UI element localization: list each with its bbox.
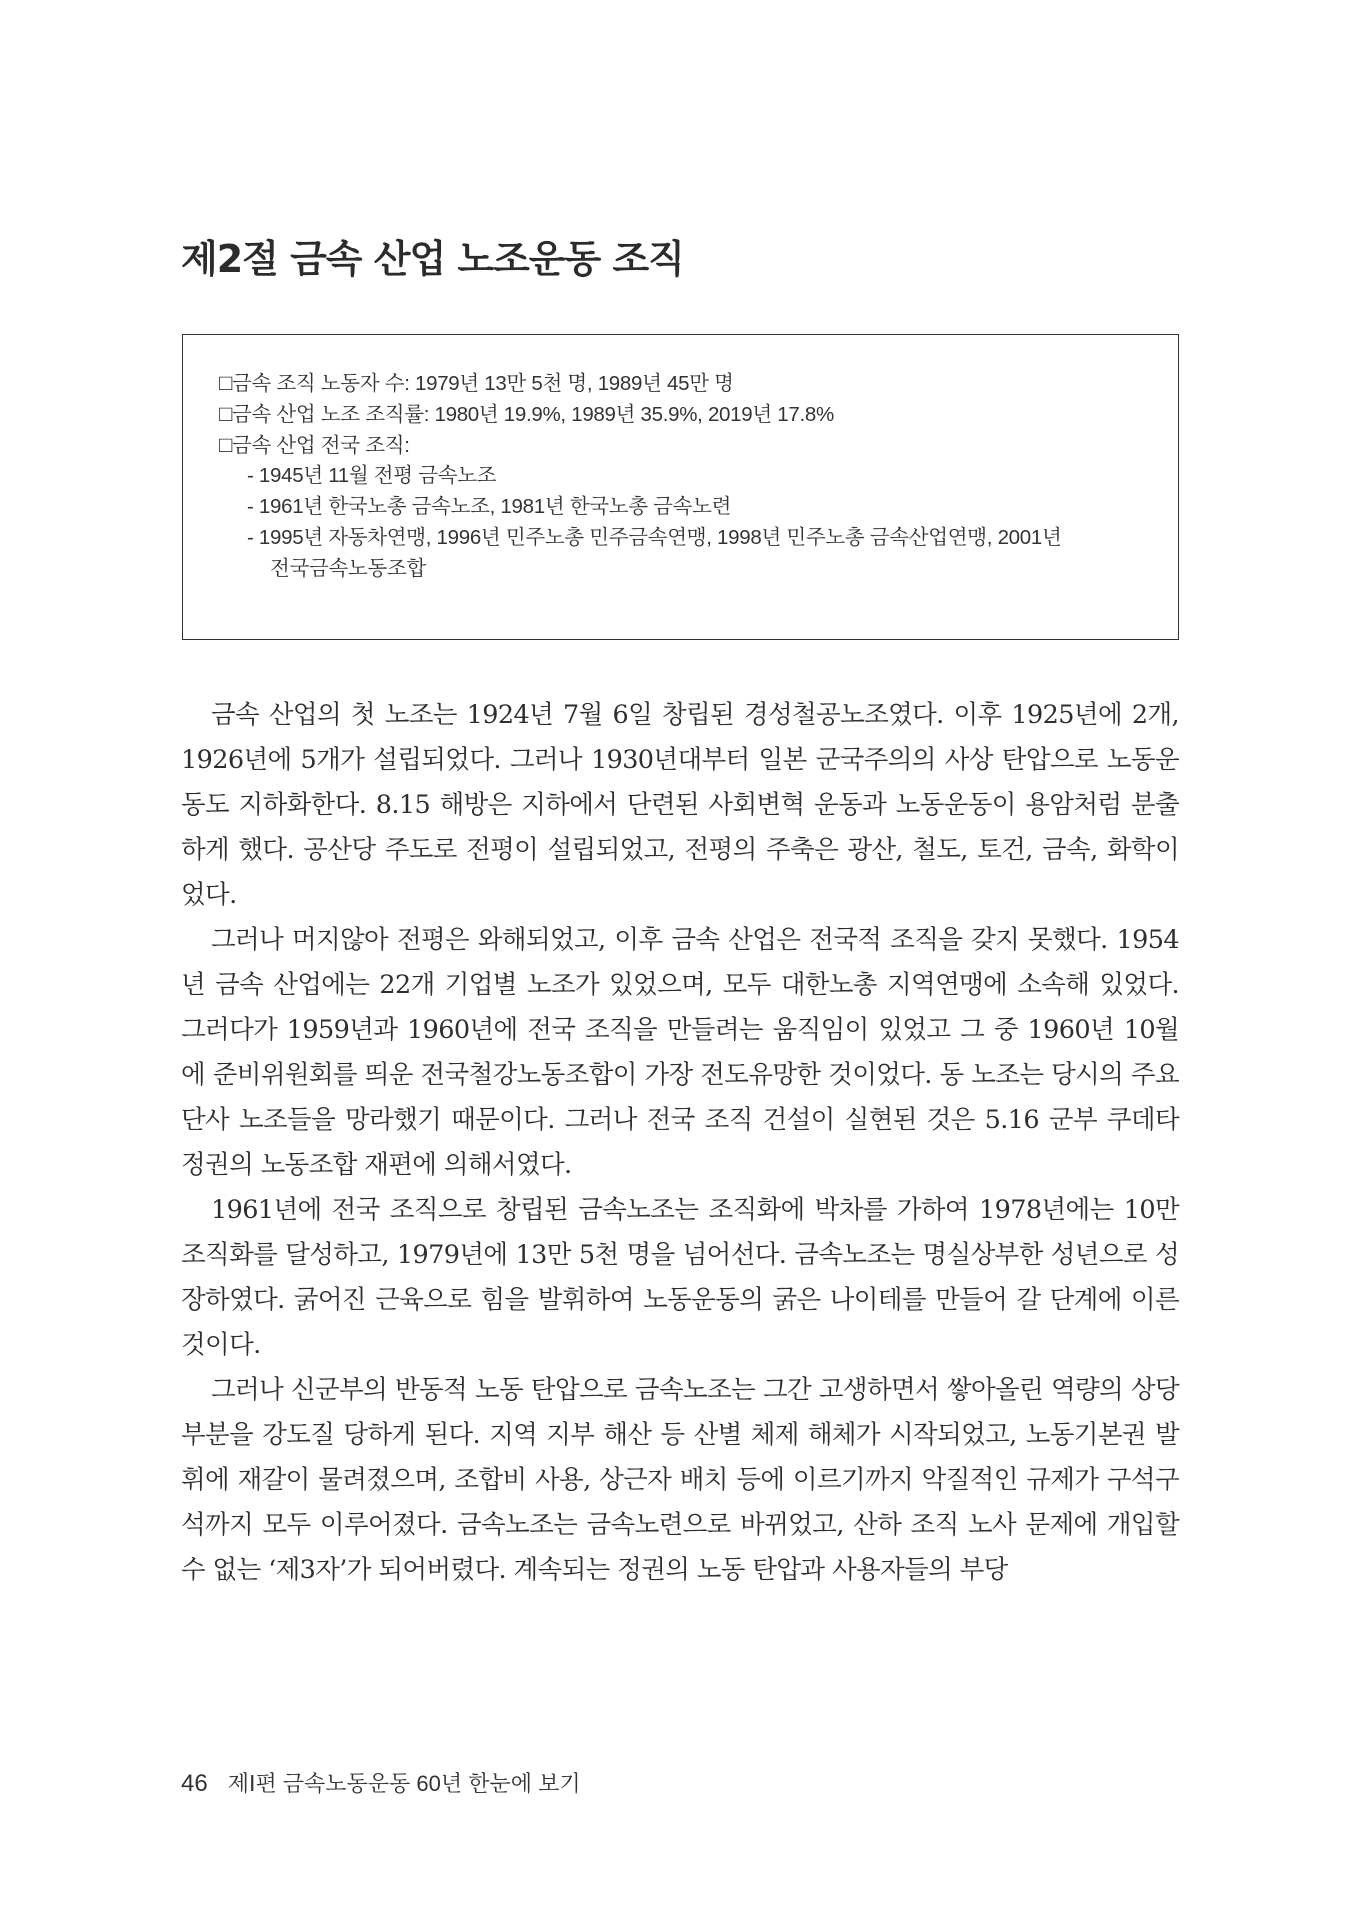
summary-box: [182, 334, 1179, 640]
summary-item: [219, 367, 1178, 398]
summary-item-text: 금속 산업 전국 조직:: [232, 434, 410, 457]
checkbox-square-icon: □: [219, 432, 232, 457]
summary-item-text: 금속 조직 노동자 수: 1979년 13만 5천 명, 1989년 45만 명: [232, 372, 734, 395]
running-title: 제Ⅰ편 금속노동운동 60년 한눈에 보기: [227, 1771, 581, 1796]
checkbox-square-icon: □: [219, 370, 232, 395]
page-footer: [181, 1767, 581, 1798]
section-title: 제2절 금속 산업 노조운동 조직: [181, 237, 684, 281]
checkbox-square-icon: □: [219, 401, 232, 426]
page-number: 46: [181, 1770, 208, 1797]
paragraph: 그러나 머지않아 전평은 와해되었고, 이후 금속 산업은 전국적 조직을 갖지 못했다. 1954년 금속 산업에는 22개 기업별 노조가 있었으며, 모두 대한노총 지역연맹에 소속해 있었다. 그러다가 1959년과 1960년에 전국 조직을 만들려는 움직임이 있었고 그 중 1960년 10월에 준비위원회를 띄운 전국철강노동조합이 가장 전도유망한 것이었다. 동 노조는 당시의 주요 단사 노조들을 망라했기 때문이다. 그러나 전국 조직 건설이 실현된 것은 5.16 군부 쿠데타 정권의 노동조합 재편에 의해서였다.: [181, 925, 1179, 1180]
summary-item: [219, 398, 1178, 429]
summary-sub-item: - 1945년 11월 전평 금속노조: [247, 464, 497, 487]
summary-item-text: 금속 산업 노조 조직률: 1980년 19.9%, 1989년 35.9%, 2019년 17.8%: [232, 403, 834, 426]
summary-sub-item: - 1961년 한국노총 금속노조, 1981년 한국노총 금속노련: [247, 495, 732, 518]
summary-list: [219, 367, 1178, 584]
paragraph: 1961년에 전국 조직으로 창립된 금속노조는 조직화에 박차를 가하여 1978년에는 10만 조직화를 달성하고, 1979년에 13만 5천 명을 넘어선다. 금속노조는 명실상부한 성년으로 성장하였다. 굵어진 근육으로 힘을 발휘하여 노동운동의 굵은 나이테를 만들어 갈 단계에 이른 것이다.: [181, 1195, 1179, 1360]
summary-item: [219, 429, 1178, 460]
body-text: [181, 693, 1179, 1593]
summary-sub-item: - 1995년 자동차연맹, 1996년 민주노총 민주금속연맹, 1998년 민주노총 금속산업연맹, 2001년: [247, 526, 1062, 549]
paragraph: 그러나 신군부의 반동적 노동 탄압으로 금속노조는 그간 고생하면서 쌓아올린 역량의 상당 부분을 강도질 당하게 된다. 지역 지부 해산 등 산별 체제 해체가 시작되었고, 노동기본권 발휘에 재갈이 물려졌으며, 조합비 사용, 상근자 배치 등에 이르기까지 악질적인 규제가 구석구석까지 모두 이루어졌다. 금속노조는 금속노련으로 바뀌었고, 산하 조직 노사 문제에 개입할 수 없는 ‘제3자’가 되어버렸다. 계속되는 정권의 노동 탄압과 사용자들의 부당: [181, 1375, 1179, 1585]
summary-sub-item-continuation: 전국금속노동조합: [270, 557, 427, 580]
paragraph: 금속 산업의 첫 노조는 1924년 7월 6일 창립된 경성철공노조였다. 이후 1925년에 2개, 1926년에 5개가 설립되었다. 그러나 1930년대부터 일본 군국주의의 사상 탄압으로 노동운동도 지하화한다. 8.15 해방은 지하에서 단련된 사회변혁 운동과 노동운동이 용암처럼 분출하게 했다. 공산당 주도로 전평이 설립되었고, 전평의 주축은 광산, 철도, 토건, 금속, 화학이었다.: [181, 700, 1179, 910]
